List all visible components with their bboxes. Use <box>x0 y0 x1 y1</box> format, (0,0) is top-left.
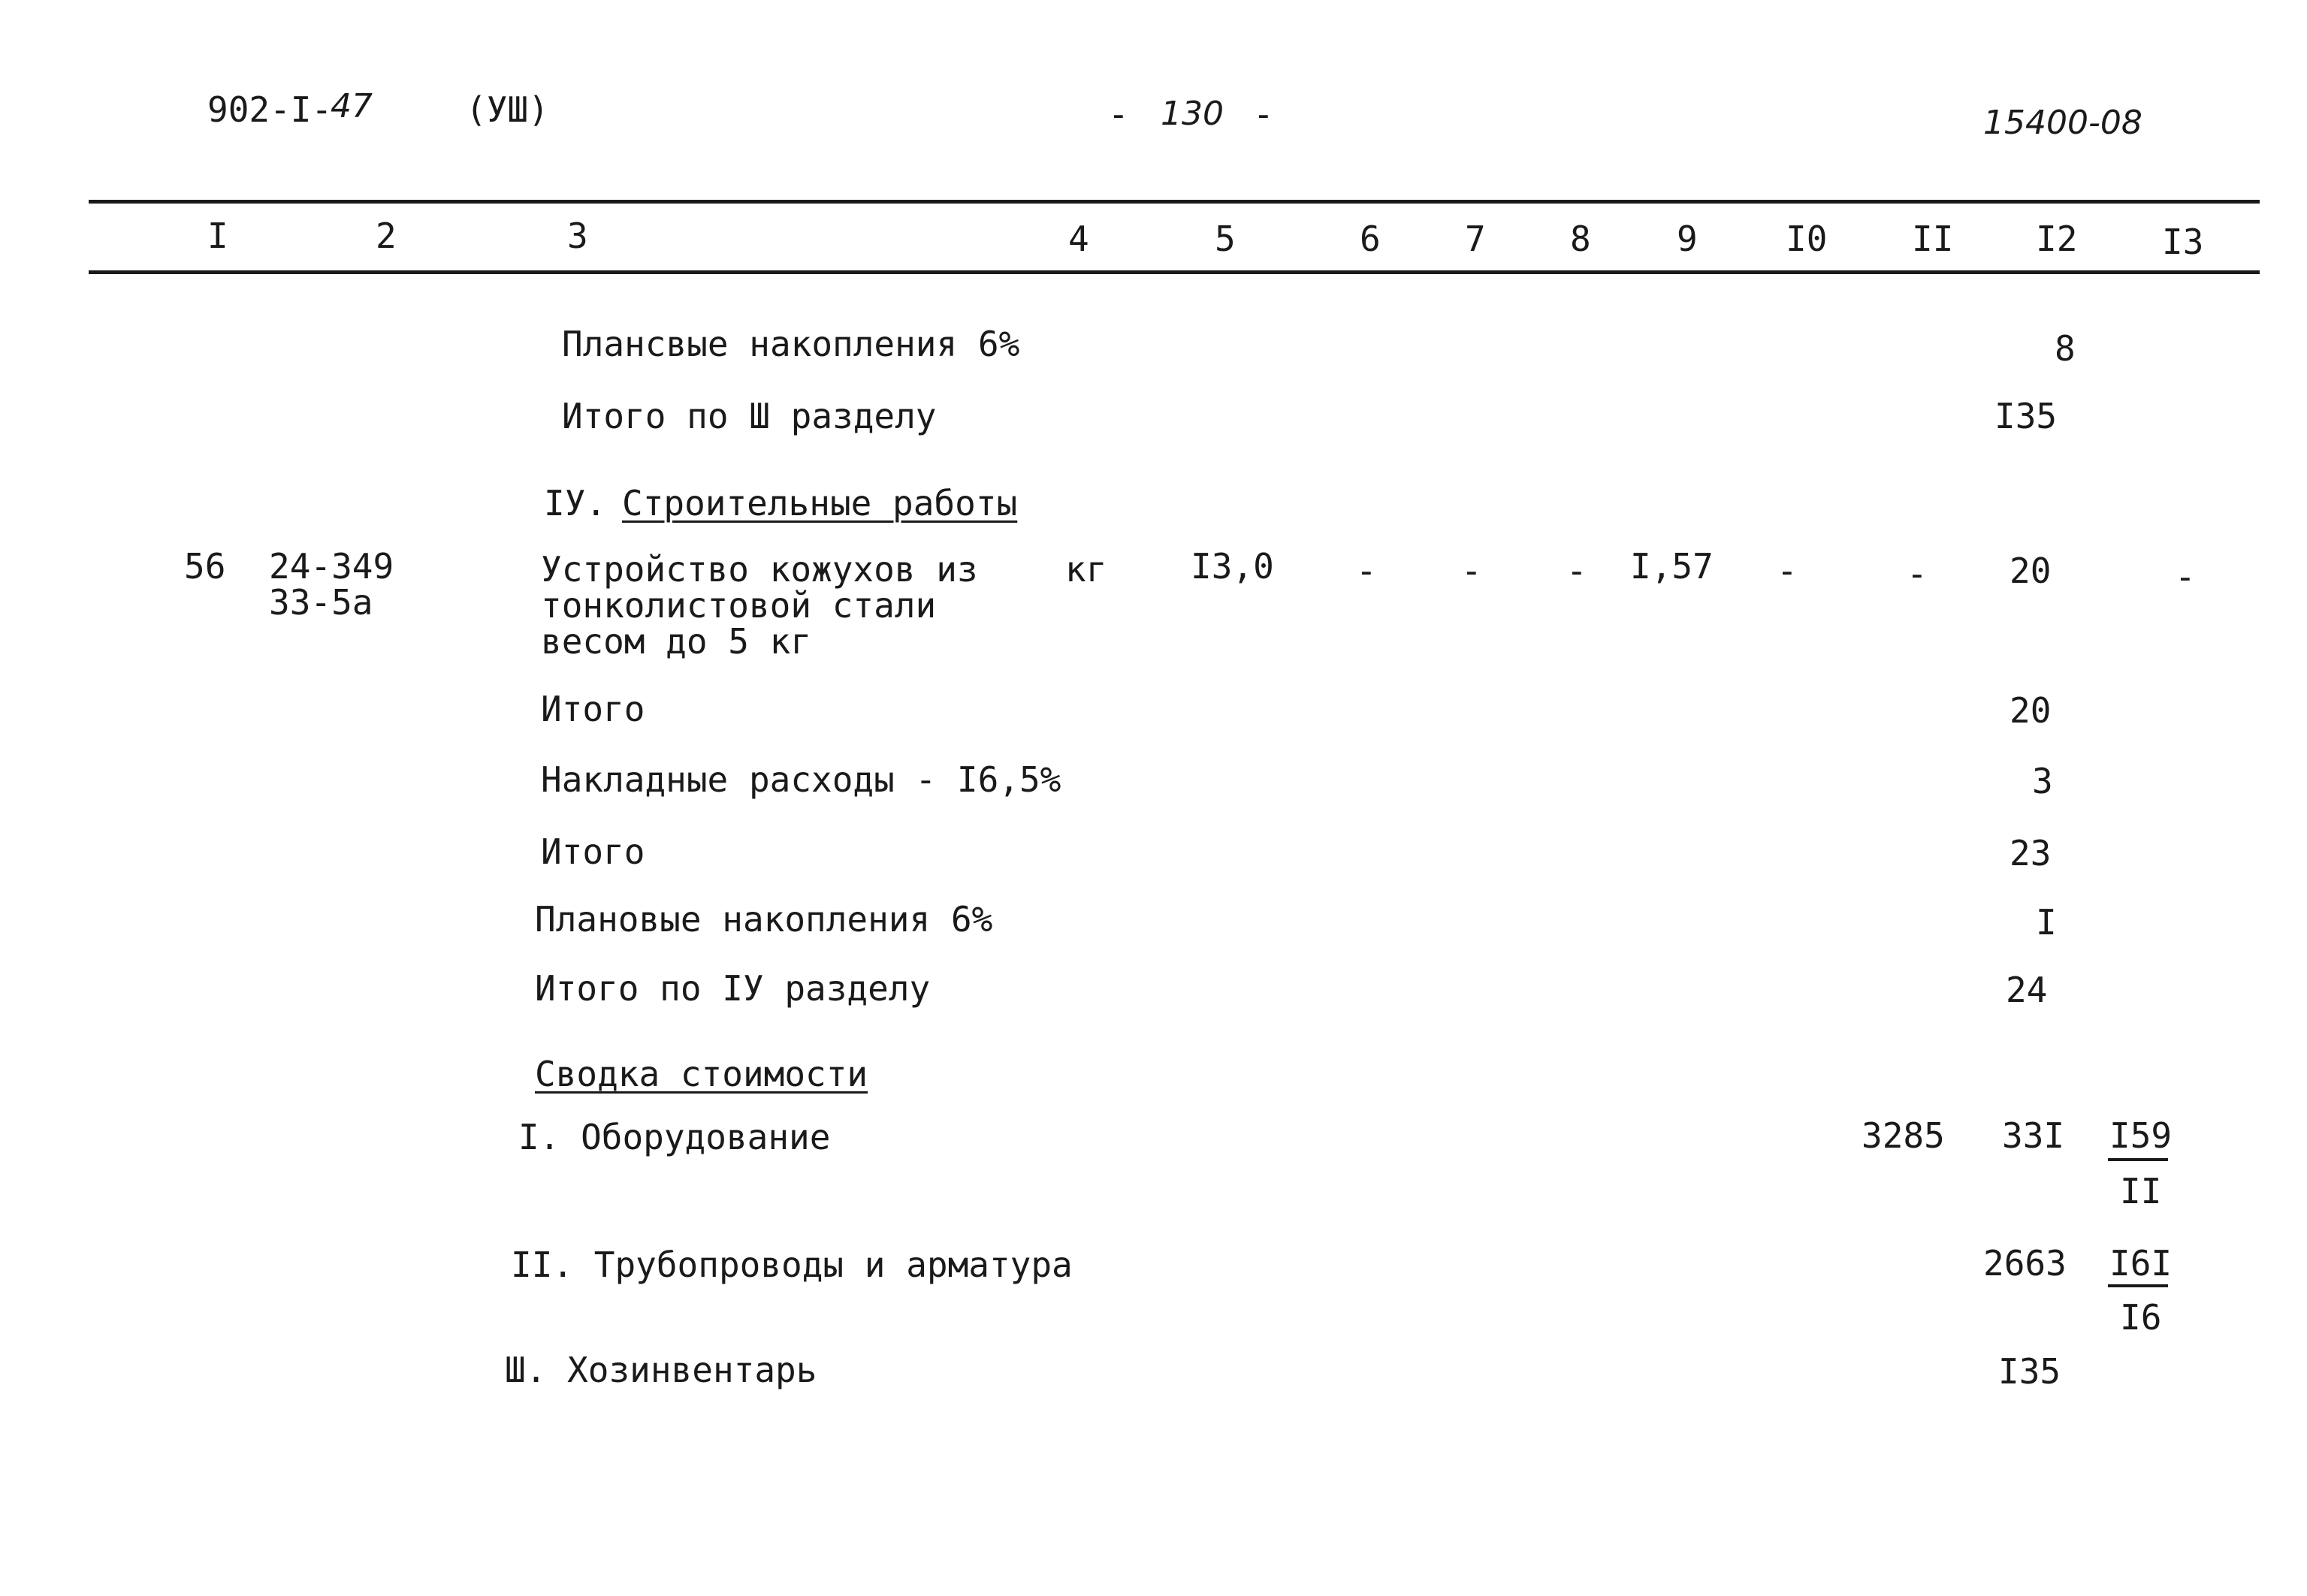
column-number: 4 <box>1068 219 1089 259</box>
unit: кг <box>1065 549 1107 590</box>
column-number: 2 <box>376 216 397 256</box>
cost-value: 20 <box>2010 551 2052 591</box>
col6-dash: - <box>1356 551 1377 591</box>
column-number: I2 <box>2036 219 2078 259</box>
summary-col13-top: I6I <box>2109 1243 2173 1284</box>
summary-col13-bottom: I6 <box>2120 1297 2162 1338</box>
col13-dash: - <box>2175 557 2196 597</box>
subtotal-value: 20 <box>2010 690 2052 731</box>
summary-heading: Сводка стоимости <box>535 1054 868 1094</box>
document-number: 15400-08 <box>1983 104 2142 142</box>
column-number: 5 <box>1215 219 1236 259</box>
summary-col12-value: 33I <box>2002 1115 2065 1156</box>
planned-savings-value: 8 <box>2055 328 2076 369</box>
fraction-rule <box>2108 1158 2168 1161</box>
column-number: I <box>207 216 228 256</box>
summary-row-label: II. Трубопроводы и арматура <box>511 1245 1073 1285</box>
subtotal-label: Итого <box>541 831 645 872</box>
page-dash-left: - <box>1108 94 1129 134</box>
col7-dash: - <box>1461 551 1482 591</box>
summary-col13-bottom: II <box>2120 1171 2162 1211</box>
subtotal-label: Итого <box>541 689 645 729</box>
quantity: I3,0 <box>1191 546 1274 587</box>
col11-dash: - <box>1907 554 1928 594</box>
series-label: (УШ) <box>466 89 549 130</box>
column-number: II <box>1912 219 1954 259</box>
table-top-rule <box>89 200 2260 204</box>
summary-col12-value: 2663 <box>1983 1243 2067 1284</box>
planned-savings-label: Плановые накопления 6% <box>535 899 993 940</box>
section-heading-number: IУ. <box>544 483 607 523</box>
column-number: 7 <box>1465 219 1486 259</box>
summary-col12-value: I35 <box>1998 1351 2061 1392</box>
project-code: 902-I- <box>207 89 333 130</box>
unit-price: I,57 <box>1630 546 1714 587</box>
section-total-label: Итого по IУ разделу <box>535 968 931 1009</box>
norm-code: 24-349 <box>269 546 394 587</box>
summary-col13-top: I59 <box>2109 1115 2173 1156</box>
summary-row-label: I. Оборудование <box>518 1117 831 1157</box>
overhead-label: Накладные расходы - I6,5% <box>541 759 1061 800</box>
section-total-label: Итого по Ш разделу <box>562 396 937 436</box>
column-number: 9 <box>1677 219 1698 259</box>
row-number: 56 <box>184 546 226 587</box>
column-number: 3 <box>567 216 588 256</box>
item-description: Устройство кожухов из тонколистовой стали весом до 5 кг <box>541 549 978 662</box>
column-number: 8 <box>1570 219 1591 259</box>
fraction-rule <box>2108 1284 2168 1287</box>
page-dash-right: - <box>1253 94 1274 134</box>
page-number: 130 <box>1161 95 1224 133</box>
col10-dash: - <box>1777 551 1798 591</box>
section-total-value: I35 <box>1994 396 2058 436</box>
summary-row-label: Ш. Хозинвентарь <box>505 1350 817 1390</box>
norm-code-sub: 33-5а <box>269 582 373 623</box>
subtotal-value: 23 <box>2010 833 2052 873</box>
section-heading-title: Строительные работы <box>622 483 1018 523</box>
planned-savings-value: I <box>2036 902 2057 943</box>
section-total-value: 24 <box>2006 970 2048 1010</box>
project-code-handwritten: 47 <box>331 87 373 125</box>
column-number: I3 <box>2162 222 2204 262</box>
table-header-rule <box>89 270 2260 274</box>
overhead-value: 3 <box>2032 761 2053 801</box>
planned-savings-label: Плансвые накопления 6% <box>562 324 1020 364</box>
column-number: 6 <box>1360 219 1381 259</box>
column-number: I0 <box>1786 219 1828 259</box>
summary-col11-value: 3285 <box>1862 1115 1945 1156</box>
col8-dash: - <box>1566 551 1587 591</box>
